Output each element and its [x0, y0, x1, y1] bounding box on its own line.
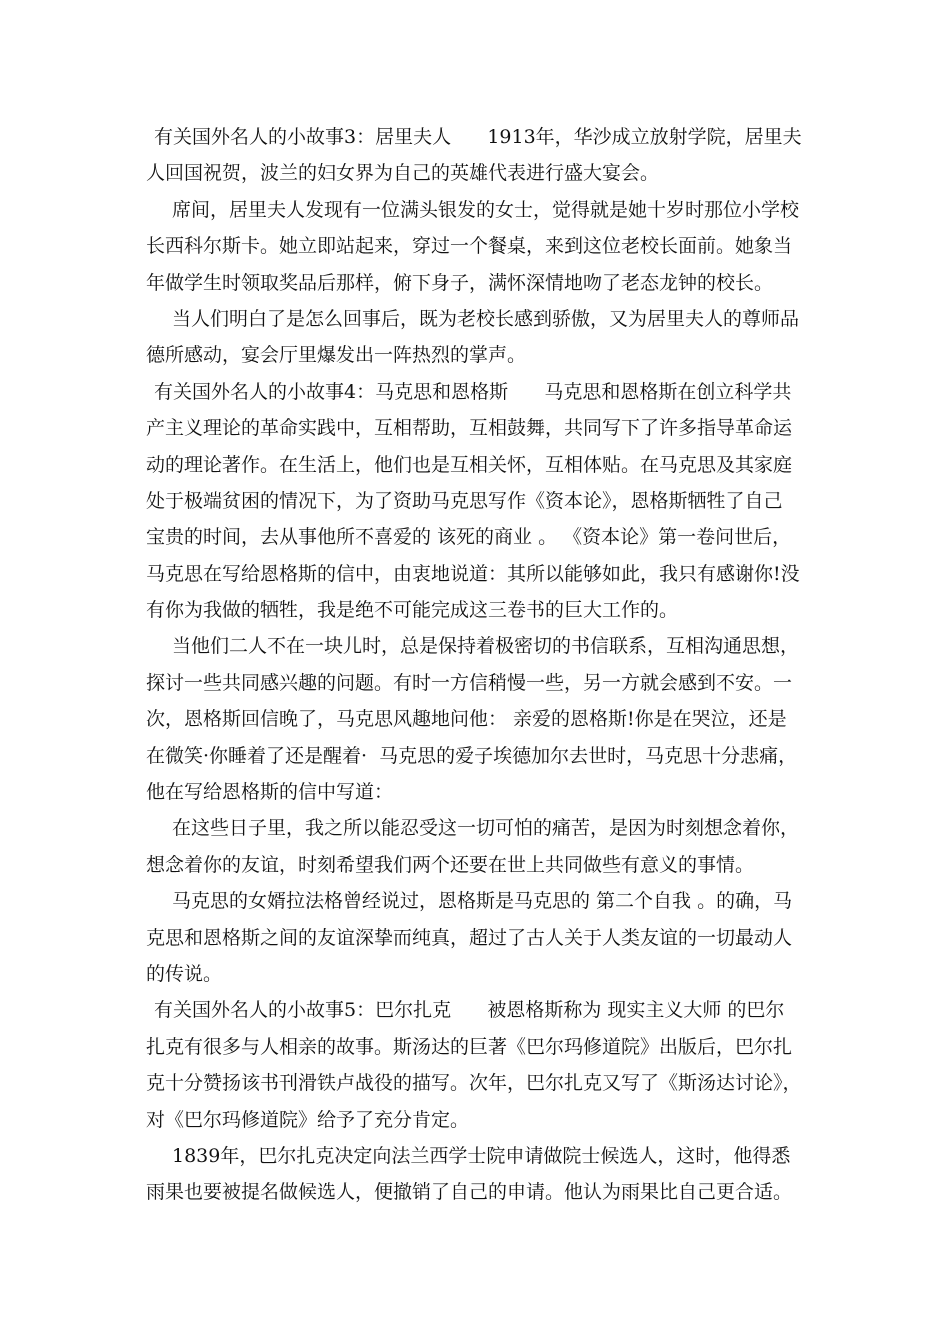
text-line: 雨果也要被提名做候选人，便撤销了自己的申请。他认为雨果比自己更合适。	[146, 1181, 793, 1204]
text-line: 他在写给恩格斯的信中写道：	[146, 781, 394, 804]
text-line: 有关国外名人的小故事4：马克思和恩格斯 马克思和恩格斯在创立科学共	[154, 380, 792, 403]
text-line: 长西科尔斯卡。她立即站起来，穿过一个餐桌，来到这位老校长面前。她象当	[146, 235, 793, 258]
text-line: 马克思在写给恩格斯的信中，由衷地说道：其所以能够如此，我只有感谢你!没	[146, 562, 800, 585]
text-line: 有关国外名人的小故事3：居里夫人 1913年，华沙成立放射学院，居里夫	[154, 126, 802, 148]
text-line: 有关国外名人的小故事5：巴尔扎克 被恩格斯称为 现实主义大师 的巴尔	[154, 999, 785, 1022]
text-line: 有你为我做的牺牲，我是绝不可能完成这三卷书的巨大工作的。	[146, 599, 679, 622]
text-line: 次，恩格斯回信晚了，马克思风趣地问他： 亲爱的恩格斯!你是在哭泣，还是	[146, 708, 787, 731]
text-line: 处于极端贫困的情况下，为了资助马克思写作《资本论》，恩格斯牺牲了自己	[146, 489, 783, 512]
text-line: 德所感动，宴会厅里爆发出一阵热烈的掌声。	[146, 344, 527, 367]
text-line: 产主义理论的革命实践中，互相帮助，互相鼓舞，共同写下了许多指导革命运	[146, 417, 793, 440]
text-line: 的传说。	[146, 962, 223, 985]
text-line: 克思和恩格斯之间的友谊深挚而纯真，超过了古人关于人类友谊的一切最动人	[146, 926, 793, 949]
text-line: 当他们二人不在一块儿时，总是保持着极密切的书信联系，互相沟通思想，	[172, 635, 800, 658]
text-line: 人回国祝贺，波兰的妇女界为自己的英雄代表进行盛大宴会。	[146, 162, 660, 185]
text-line: 克十分赞扬该书刊滑铁卢战役的描写。次年，巴尔扎克又写了《斯汤达讨论》，	[146, 1072, 802, 1095]
text-line: 动的理论著作。在生活上，他们也是互相关怀，互相体贴。在马克思及其家庭	[146, 453, 793, 476]
text-line: 当人们明白了是怎么回事后，既为老校长感到骄傲，又为居里夫人的尊师品	[172, 307, 800, 330]
text-line: 在微笑·你睡着了还是醒着· 马克思的爱子埃德加尔去世时，马克思十分悲痛，	[146, 744, 798, 767]
text-line: 年做学生时领取奖品后那样，俯下身子，满怀深情地吻了老态龙钟的校长。	[146, 271, 774, 294]
text-line: 在这些日子里，我之所以能忍受这一切可怕的痛苦，是因为时刻想念着你，	[172, 817, 800, 840]
text-line: 扎克有很多与人相亲的故事。斯汤达的巨著《巴尔玛修道院》出版后，巴尔扎	[146, 1035, 793, 1058]
text-line: 想念着你的友谊，时刻希望我们两个还要在世上共同做些有意义的事情。	[146, 853, 755, 876]
text-line: 席间，居里夫人发现有一位满头银发的女士，觉得就是她十岁时那位小学校	[172, 198, 800, 221]
text-line: 探讨一些共同感兴趣的问题。有时一方信稍慢一些，另一方就会感到不安。一	[146, 671, 793, 694]
document-body	[146, 119, 826, 1211]
text-line: 1839年，巴尔扎克决定向法兰西学士院申请做院士候选人，这时，他得悉	[172, 1144, 791, 1167]
text-line: 对《巴尔玛修道院》给予了充分肯定。	[146, 1108, 470, 1131]
text-line: 宝贵的时间，去从事他所不喜爱的 该死的商业 。 《资本论》第一卷问世后，	[146, 526, 792, 549]
text-line: 马克思的女婿拉法格曾经说过，恩格斯是马克思的 第二个自我 。的确，马	[172, 890, 793, 913]
